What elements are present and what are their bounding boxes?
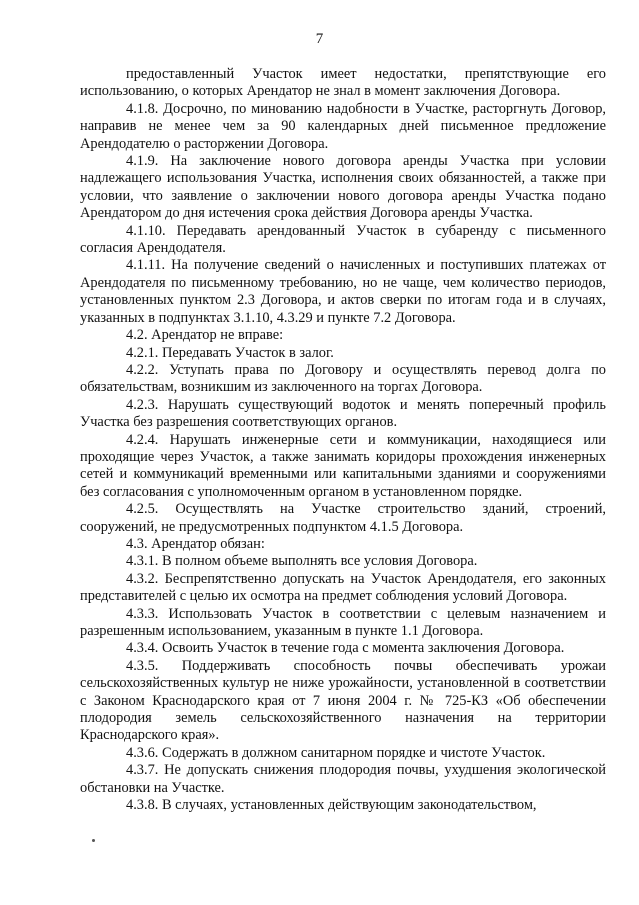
paragraph-4-1-11: 4.1.11. На получение сведений о начисленных и поступивших платежах от Арендодателя по письменному требованию, но не чаще, чем количество периодов, установленных пунктом 2.3 Договора, и актов сверки по итогам года и в случаях, указанных в подпунктах 3.1.10, 4.3.29 и пункте 7.2 Договора. [80, 257, 606, 326]
paragraph-4-3-2: 4.3.2. Беспрепятственно допускать на Участок Арендодателя, его законных представителей с целью их осмотра на предмет соблюдения условий Договора. [80, 570, 606, 605]
paragraph-4-2-3: 4.2.3. Нарушать существующий водоток и менять поперечный профиль Участка без разрешения соответствующих органов. [80, 396, 606, 431]
paragraph-4-3-1: 4.3.1. В полном объеме выполнять все условия Договора. [126, 553, 478, 570]
paragraph-4-3-3: 4.3.3. Использовать Участок в соответствии с целевым назначением и разрешенным использованием, указанным в пункте 1.1 Договора. [80, 605, 606, 639]
page-number: 7 [315, 31, 324, 47]
paragraph-4-1-8: 4.1.8. Досрочно, по минованию надобности в Участке, расторгнуть Договор, направив не менее чем за 90 календарных дней письменное предложение Арендодателю о расторжении Договора. [80, 100, 606, 152]
paragraph-4-2-1: 4.2.1. Передавать Участок в залог. [126, 344, 334, 361]
paragraph-4-2-5: 4.2.5. Осуществлять на Участке строительство зданий, строений, сооружений, не предусмотренных подпунктом 4.1.5 Договора. [80, 501, 606, 535]
paragraph-4-3-5: 4.3.5. Поддерживать способность почвы обеспечивать урожаи сельскохозяйственных культур не ниже урожайности, установленной в соответствии с Законом Краснодарского края от 7 июня 2004 г. № 725-КЗ «Об обеспечении плодородия земель сельскохозяйственного назначения на территории Краснодарского края». [80, 657, 606, 744]
paragraph-4-3-4: 4.3.4. Освоить Участок в течение года с момента заключения Договора. [126, 640, 565, 657]
paragraph-continuation: предоставленный Участок имеет недостатки, препятствующие его использованию, о которых Арендатор не знал в момент заключения Договора. [80, 66, 606, 100]
paragraph-4-2-4: 4.2.4. Нарушать инженерные сети и коммуникации, находящиеся или проходящие через Участок, а также занимать коридоры прохождения инженерных сетей и коммуникаций временными или капитальными зданиями и сооружениями без согласования с уполномоченным органом в установленном порядке. [80, 431, 606, 500]
paragraph-4-2: 4.2. Арендатор не вправе: [126, 327, 284, 344]
paragraph-4-1-9: 4.1.9. На заключение нового договора аренды Участка при условии надлежащего использования Участка, исполнения своих обязанностей, а также при условии, что заявление о заключении нового договора аренды Участка подано Арендатором до дня истечения срока действия Договора аренды Участка. [80, 153, 606, 222]
paragraph-4-1-10: 4.1.10. Передавать арендованный Участок в субаренду с письменного согласия Арендодателя. [80, 222, 606, 257]
paragraph-4-3-6: 4.3.6. Содержать в должном санитарном порядке и чистоте Участок. [126, 744, 546, 761]
document-body [80, 66, 606, 814]
scan-dot [92, 839, 95, 842]
paragraph-4-3-7: 4.3.7. Не допускать снижения плодородия почвы, ухудшения экологической обстановки на Участке. [80, 762, 606, 796]
paragraph-4-3-8: 4.3.8. В случаях, установленных действующим законодательством, [126, 797, 537, 814]
paragraph-4-3: 4.3. Арендатор обязан: [126, 535, 265, 552]
paragraph-4-2-2: 4.2.2. Уступать права по Договору и осуществлять перевод долга по обязательствам, возникшим из заключенного на торгах Договора. [80, 361, 606, 396]
